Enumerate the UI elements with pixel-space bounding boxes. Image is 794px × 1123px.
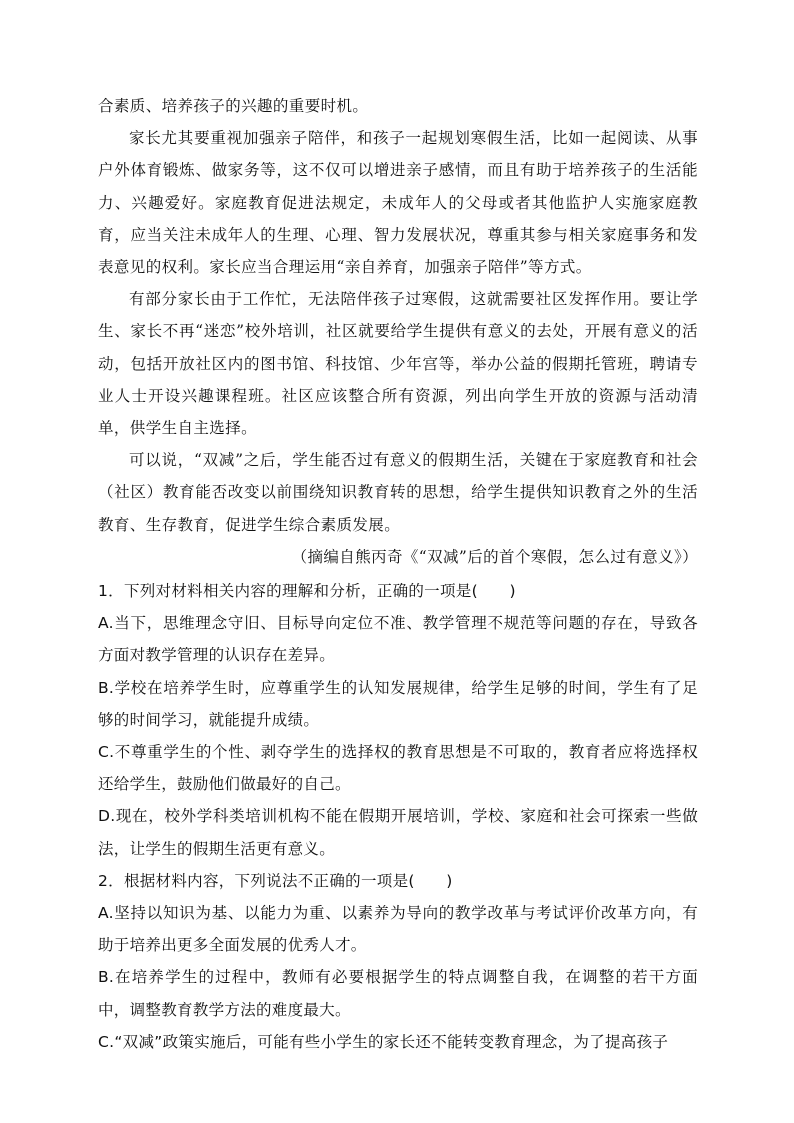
question-2: [98, 865, 698, 1058]
page-content: [98, 90, 698, 1058]
passage-paragraph-continuation: 合素质、培养孩子的兴趣的重要时机。: [98, 97, 369, 115]
question-option-c: C.“双减”政策实施后，可能有些小学生的家长还不能转变教育理念，为了提高孩子: [98, 1032, 669, 1051]
question-option-a: A.坚持以知识为基、以能力为重、以素养为导向的教学改革与考试评价改革方向，有助于培养出更多全面发展的优秀人才。: [98, 904, 698, 955]
question-option-c: C.不尊重学生的个性、剥夺学生的选择权的教育思想是不可取的，教育者应将选择权还给学生，鼓励他们做最好的自己。: [98, 743, 698, 794]
passage-paragraph: 家长尤其要重视加强亲子陪伴，和孩子一起规划寒假生活，比如一起阅读、从事户外体育锻炼、做家务等，这不仅可以增进亲子感情，而且有助于培养孩子的生活能力、兴趣爱好。家庭教育促进法规定，未成年人的父母或者其他监护人实施家庭教育，应当关注未成年人的生理、心理、智力发展状况，尊重其参与相关家庭事务和发表意见的权利。家长应当合理运用“亲自养育，加强亲子陪伴”等方式。: [98, 129, 698, 277]
question-stem: 2．根据材料内容，下列说法不正确的一项是( ): [98, 871, 453, 890]
passage-source: （摘编自熊丙奇《“双减”后的首个寒假，怎么过有意义》）: [291, 547, 698, 566]
question-option-b: B.在培养学生的过程中，教师有必要根据学生的特点调整自我，在调整的若干方面中，调整教育教学方法的难度最大。: [98, 968, 698, 1019]
question-1: [98, 575, 698, 865]
question-option-d: D.现在，校外学科类培训机构不能在假期开展培训，学校、家庭和社会可探索一些做法，让学生的假期生活更有意义。: [98, 807, 698, 858]
question-stem: 1．下列对材料相关内容的理解和分析，正确的一项是( ): [98, 582, 516, 601]
question-option-a: A.当下，思维理念守旧、目标导向定位不准、教学管理不规范等问题的存在，导致各方面对教学管理的认识存在差异。: [98, 614, 698, 665]
question-option-b: B.学校在培养学生时，应尊重学生的认知发展规律，给学生足够的时间，学生有了足够的时间学习，就能提升成绩。: [98, 678, 698, 729]
reading-passage: [98, 90, 698, 573]
passage-paragraph: 有部分家长由于工作忙，无法陪伴孩子过寒假，这就需要社区发挥作用。要让学生、家长不再“迷恋”校外培训，社区就要给学生提供有意义的去处，开展有意义的活动，包括开放社区内的图书馆、科技馆、少年宫等，举办公益的假期托管班，聘请专业人士开设兴趣课程班。社区应该整合所有资源，列出向学生开放的资源与活动清单，供学生自主选择。: [98, 290, 698, 438]
passage-paragraph: 可以说，“双减”之后，学生能否过有意义的假期生活，关键在于家庭教育和社会（社区）教育能否改变以前围绕知识教育转的思想，给学生提供知识教育之外的生活教育、生存教育，促进学生综合素质发展。: [98, 451, 698, 534]
question-list: [98, 575, 698, 1058]
